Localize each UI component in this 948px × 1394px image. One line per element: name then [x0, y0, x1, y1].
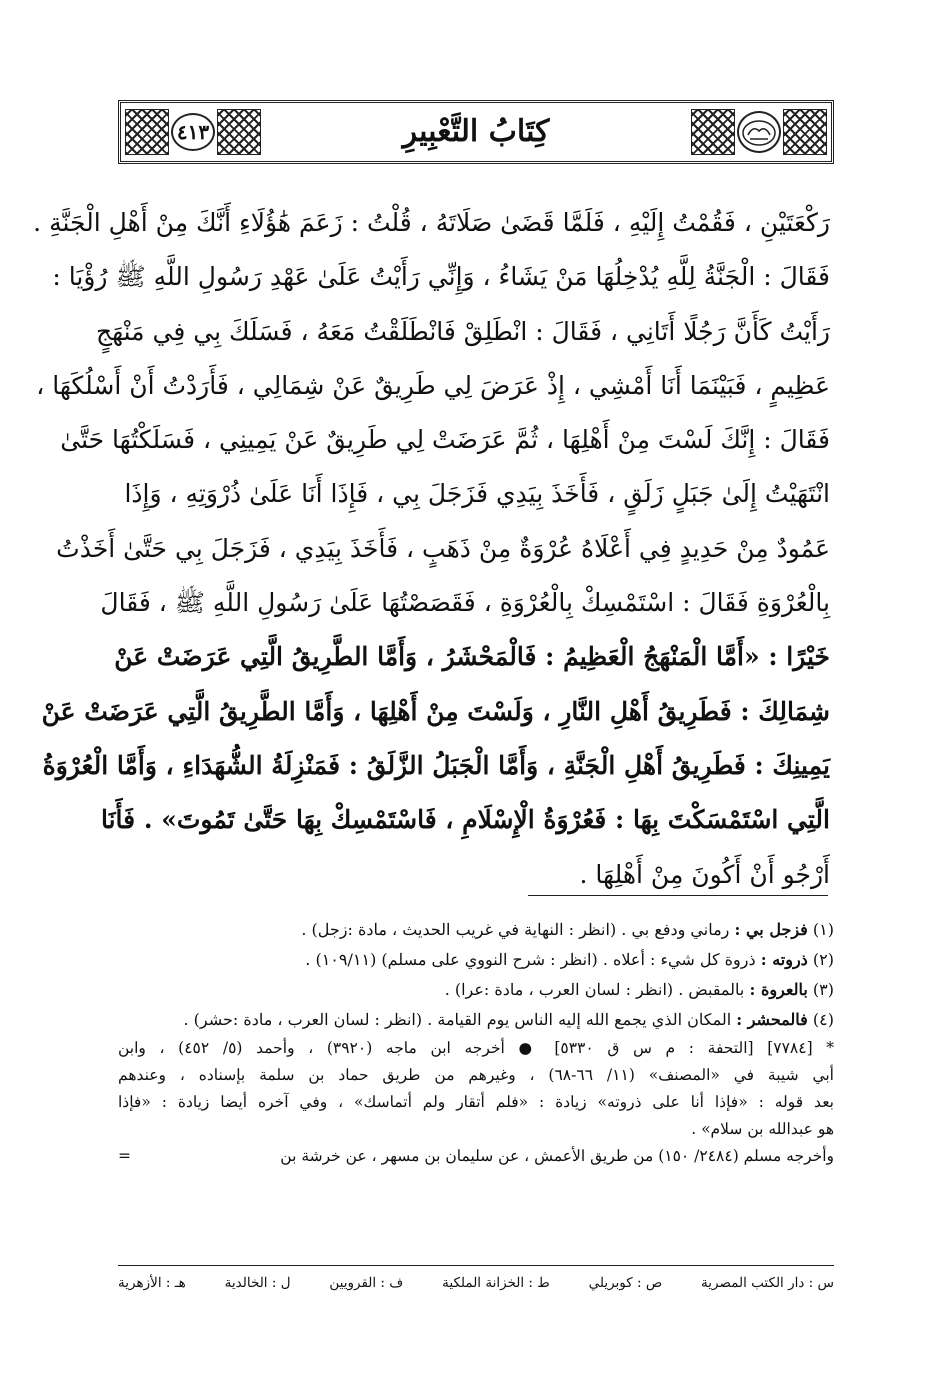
footnote-text: رماني ودفع بي . (انظر : النهاية في غريب الحديث ، مادة :زجل) .	[301, 920, 730, 939]
footnote	[118, 1005, 834, 1035]
continuation-mark: =	[118, 1147, 131, 1165]
legend-item: ف : القرويين	[329, 1275, 404, 1291]
text-line: رَأَيْتُ كَأَنَّ رَجُلًا أَتَانِي ، فَقَالَ : انْطَلِقْ فَانْطَلَقْتُ مَعَهُ ، فَسَلَكَ بِي فِي مَنْهَجٍ	[95, 316, 830, 346]
footnotes	[118, 915, 834, 1170]
hadith-text	[33, 196, 830, 902]
text-line: بِالْعُرْوَةِ فَقَالَ : اسْتَمْسِكْ بِالْعُرْوَةِ ، فَقَصَصْتُهَا عَلَىٰ رَسُولِ اللَّهِ ﷺ ، فَقَالَ	[100, 588, 830, 618]
footnote-number: (٤)	[812, 1010, 834, 1029]
text-line	[124, 467, 830, 521]
source-note-line: أبي شيبة في «المصنف» (١١/ ٦٦-٦٨) ، وغيرهم من طريق حماد بن سلمة بإسناده ، وعندهم	[118, 1066, 834, 1084]
footnote-term: فزجل بي :	[734, 920, 808, 939]
ornament-right-inner	[691, 109, 735, 155]
text-line-bold: يَمِينِكَ : فَطَرِيقُ أَهْلِ الْجَنَّةِ ، وَأَمَّا الْجَبَلُ الزَّلَقُ : فَمَنْزِلَةُ الشُّهَدَاءِ ، وَأَمَّا الْعُرْوَةُ	[42, 750, 830, 780]
ornament-left-inner	[217, 109, 261, 155]
source-note-line: هو عبدالله بن سلام» .	[691, 1120, 834, 1138]
footnote-number: (٢)	[812, 950, 834, 969]
footnote-term: ذروته :	[760, 950, 808, 969]
text-line: فَقَالَ : إِنَّكَ لَسْتَ مِنْ أَهْلِهَا ، ثُمَّ عَرَضَتْ لِي طَرِيقٌ عَنْ يَمِينِي ، فَسَلَكْتُهَا حَتَّىٰ	[60, 425, 830, 455]
footnote-mark	[118, 900, 128, 910]
ornament-left-outer	[125, 109, 169, 155]
text-line: فَقَالَ : الْجَنَّةُ لِلَّهِ يُدْخِلُهَا مَنْ يَشَاءُ ، وَإِنِّي رَأَيْتُ عَلَىٰ عَهْدِ رَسُولِ اللَّهِ ﷺ رُؤْيَا :	[52, 262, 830, 292]
legend-item: ط : الخزانة الملكية	[442, 1275, 550, 1291]
book-title: كِتَابُ التَّعْبِيرِ	[402, 114, 550, 149]
emblem-icon	[741, 119, 777, 147]
emblem-logo	[737, 111, 781, 153]
text-line: عَمُودٌ مِنْ حَدِيدٍ فِي أَعْلَاهُ عُرْوَةٌ مِنْ ذَهَبٍ ، فَأَخَذَ بِيَدِي ، فَزَجَلَ بِي حَتَّىٰ أَخَذْتُ	[56, 533, 830, 563]
footnote-number: (١)	[812, 920, 834, 939]
footnote-term: بالعروة :	[749, 980, 808, 999]
source-note-line	[118, 1143, 834, 1170]
footnote	[118, 975, 834, 1005]
text-line: أَرْجُو أَنْ أَكُونَ مِنْ أَهْلِهَا .	[579, 859, 830, 889]
footnote-term: فالمحشر :	[736, 1010, 808, 1029]
footnote-number: (٣)	[812, 980, 834, 999]
footnote	[118, 945, 834, 975]
text-line-bold: خَيْرًا : «أَمَّا الْمَنْهَجُ الْعَظِيمُ : فَالْمَحْشَرُ ، وَأَمَّا الطَّرِيقُ الَّتِي عَرَضَتْ عَنْ	[114, 642, 830, 672]
text-line-part: انْتَهَيْتُ إِلَىٰ جَبَلٍ زَلَقٍ ، فَأَخَذَ بِيَدِي فَزَجَلَ بِي ، فَإِذَا أَنَا عَلَىٰ ذُرْوَتِهِ ، وَإِذَا	[124, 479, 830, 509]
text-line-bold: الَّتِي اسْتَمْسَكْتَ بِهَا : فَعُرْوَةُ الْإِسْلَامِ ، فَاسْتَمْسِكْ بِهَا حَتَّىٰ تَمُوتَ» . فَأَنَا	[100, 805, 830, 835]
text-line: رَكْعَتَيْنِ ، فَقُمْتُ إِلَيْهِ ، فَلَمَّا قَضَىٰ صَلَاتَهُ ، قُلْتُ : زَعَمَ هَٰؤُلَاءِ أَنَّكَ مِنْ أَهْلِ الْجَنَّةِ .	[33, 208, 830, 237]
text-line-bold: شِمَالِكَ : فَطَرِيقُ أَهْلِ النَّارِ ، وَلَسْتَ مِنْ أَهْلِهَا ، وَأَمَّا الطَّرِيقُ الَّتِي عَرَضَتْ عَنْ	[41, 696, 830, 726]
footnote-text: المكان الذي يجمع الله إليه الناس يوم القيامة . (انظر : لسان العرب ، مادة :حشر) .	[183, 1010, 732, 1029]
source-note-line: * [٧٧٨٤] [التحفة : م س ق ٥٣٣٠] ● أخرجه ابن ماجه (٣٩٢٠) ، وأحمد (٥/ ٤٥٢) ، وابن	[118, 1039, 834, 1057]
source-note-text: وأخرجه مسلم (٢٤٨٤/ ١٥٠) من طريق الأعمش ، عن سليمان بن مسهر ، عن خرشة بن	[280, 1147, 834, 1165]
footnote-separator	[528, 895, 828, 896]
legend-item: هـ : الأزهرية	[118, 1275, 186, 1291]
legend-item: س : دار الكتب المصرية	[701, 1275, 834, 1291]
legend-rule	[118, 1265, 834, 1266]
legend-item: ص : كوبريلي	[588, 1275, 663, 1291]
footnote-text: بالمقبض . (انظر : لسان العرب ، مادة :عرا) .	[444, 980, 745, 999]
page-header	[118, 100, 834, 164]
footnote	[118, 915, 834, 945]
source-note-line: بعد قوله : «فإذا أنا على ذروته» زيادة : «فلم أتقار ولم أتماسك» ، وفي آخره أيضا زيادة : «فإذا	[118, 1093, 834, 1111]
page-number: ٤١٣	[171, 113, 215, 151]
text-line: عَظِيمٍ ، فَبَيْنَمَا أَنَا أَمْشِي ، إِذْ عَرَضَ لِي طَرِيقٌ عَنْ شِمَالِي ، فَأَرَدْتُ أَنْ أَسْلُكَهَا ،	[36, 370, 830, 400]
manuscript-legend	[118, 1270, 834, 1296]
ornament-right-outer	[783, 109, 827, 155]
footnote-text: ذروة كل شيء : أعلاه . (انظر : شرح النووي على مسلم) (١٠٩/١١) .	[305, 950, 756, 969]
legend-item: ل : الخالدية	[224, 1275, 291, 1291]
